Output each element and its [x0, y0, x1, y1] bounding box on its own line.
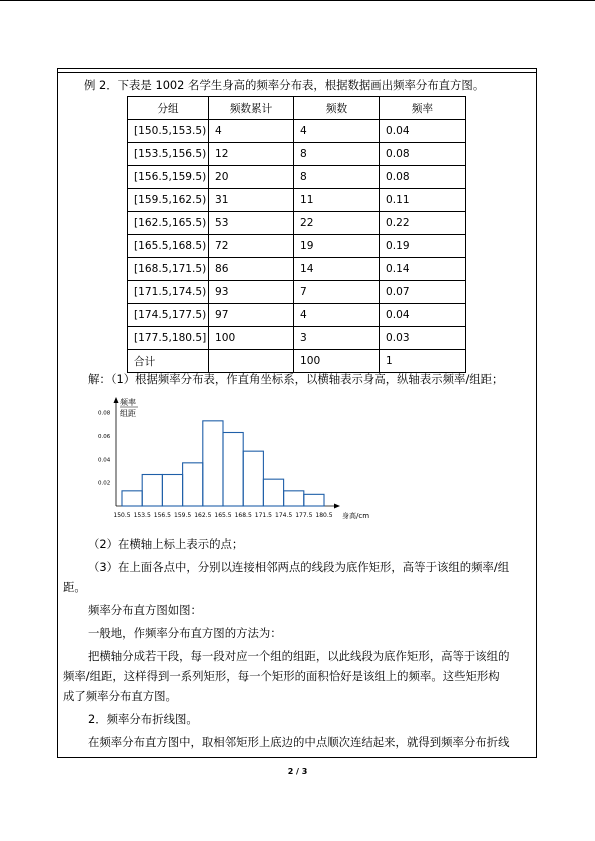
table-cell: 0.08 — [380, 166, 466, 189]
x-tick-label: 153.5 — [133, 512, 151, 519]
histogram-bar-7 — [243, 451, 263, 506]
table-total-row — [128, 350, 466, 373]
histogram-note: 频率分布直方图如图： — [88, 603, 202, 617]
table-cell: 20 — [209, 166, 294, 189]
section-2-text: 在频率分布直方图中，取相邻矩形上底边的中点顺次连结起来，就得到频率分布折线 — [88, 735, 510, 749]
histogram-bar-2 — [142, 475, 162, 507]
x-axis-arrow — [334, 504, 340, 509]
x-tick-label: 177.5 — [295, 512, 313, 519]
table-cell: 14 — [294, 258, 380, 281]
table-cell: 0.03 — [380, 327, 466, 350]
table-cell: 0.07 — [380, 281, 466, 304]
table-cell: [177.5,180.5] — [128, 327, 209, 350]
table-cell: [162.5,165.5) — [128, 212, 209, 235]
general-method-intro: 一般地，作频率分布直方图的方法为： — [88, 626, 282, 640]
x-axis-label: 身高/cm — [342, 512, 370, 520]
page-number: 2 / 3 — [287, 767, 308, 776]
x-tick-label: 162.5 — [194, 512, 212, 519]
table-cell: 1 — [380, 350, 466, 373]
table-cell: 7 — [294, 281, 380, 304]
table-cell: 97 — [209, 304, 294, 327]
solution-step-2: （2）在横轴上标上表示的点； — [88, 537, 244, 551]
table-cell: [174.5,177.5) — [128, 304, 209, 327]
table-cell: 0.04 — [380, 120, 466, 143]
table-cell: 8 — [294, 143, 380, 166]
header-frequency: 频数 — [294, 97, 380, 120]
table-cell: 4 — [294, 304, 380, 327]
solution-step-1: 解：（1）根据频率分布表，作直角坐标系，以横轴表示身高，纵轴表示频率/组距； — [88, 372, 504, 386]
table-cell: 93 — [209, 281, 294, 304]
x-tick-label: 159.5 — [174, 512, 192, 519]
table-cell: 0.04 — [380, 304, 466, 327]
table-row — [128, 212, 466, 235]
histogram-bar-9 — [284, 491, 304, 506]
table-row — [128, 281, 466, 304]
table-cell: 100 — [294, 350, 380, 373]
table-cell: 86 — [209, 258, 294, 281]
table-cell: [168.5,171.5) — [128, 258, 209, 281]
table-cell: 合计 — [128, 350, 209, 373]
method-line-1: 把横轴分成若干段，每一段对应一个组的组距，以此线段为底作矩形，高等于该组的 — [88, 649, 510, 663]
table-cell: 0.14 — [380, 258, 466, 281]
x-tick-label: 156.5 — [153, 512, 171, 519]
table-cell: 31 — [209, 189, 294, 212]
x-tick-label: 171.5 — [254, 512, 272, 519]
table-cell: 0.19 — [380, 235, 466, 258]
table-cell: 72 — [209, 235, 294, 258]
table-row — [128, 120, 466, 143]
solution-step-3-line-2: 距。 — [63, 580, 86, 594]
histogram-bar-5 — [203, 421, 223, 506]
histogram-bar-8 — [263, 479, 283, 506]
table-cell: [165.5,168.5) — [128, 235, 209, 258]
y-axis-arrow — [114, 397, 119, 403]
frequency-table — [127, 96, 466, 373]
solution-step-3-line-1: （3）在上面各点中，分别以连接相邻两点的线段为底作矩形，高等于该组的频率/组 — [88, 560, 510, 574]
method-line-3: 成了频率分布直方图。 — [63, 689, 177, 703]
table-cell: [159.5,162.5) — [128, 189, 209, 212]
histogram-axes — [114, 397, 370, 520]
table-cell: 0.22 — [380, 212, 466, 235]
table-cell: [153.5,156.5) — [128, 143, 209, 166]
frequency-histogram — [98, 395, 380, 523]
histogram-bar-10 — [304, 494, 324, 506]
table-cell: 19 — [294, 235, 380, 258]
x-tick-label: 174.5 — [275, 512, 293, 519]
histogram-bar-1 — [122, 491, 142, 506]
table-cell: 22 — [294, 212, 380, 235]
x-tick-label: 180.5 — [315, 512, 333, 519]
histogram-bar-3 — [162, 475, 182, 507]
y-tick-label: 0.02 — [98, 480, 111, 487]
y-tick-label: 0.04 — [98, 457, 111, 464]
table-cell: 100 — [209, 327, 294, 350]
header-cumulative: 频数累计 — [209, 97, 294, 120]
table-cell: 0.11 — [380, 189, 466, 212]
table-header-row — [128, 97, 466, 120]
table-cell: 8 — [294, 166, 380, 189]
example-intro: 例 2．下表是 1002 名学生身高的频率分布表，根据数据画出频率分布直方图。 — [84, 78, 485, 92]
table-cell: [150.5,153.5) — [128, 120, 209, 143]
table-cell: [171.5,174.5) — [128, 281, 209, 304]
table-row — [128, 327, 466, 350]
table-cell: 53 — [209, 212, 294, 235]
table-cell: 4 — [209, 120, 294, 143]
table-row — [128, 235, 466, 258]
table-row — [128, 258, 466, 281]
table-row — [128, 166, 466, 189]
table-cell: 0.08 — [380, 143, 466, 166]
header-group: 分组 — [128, 97, 209, 120]
table-cell: 4 — [294, 120, 380, 143]
x-tick-label: 165.5 — [214, 512, 232, 519]
y-label-bottom: 组距 — [120, 409, 136, 418]
table-cell: 12 — [209, 143, 294, 166]
table-row — [128, 143, 466, 166]
table-row — [128, 304, 466, 327]
x-tick-label: 150.5 — [113, 512, 131, 519]
x-ticks — [113, 512, 332, 519]
header-rate: 频率 — [380, 97, 466, 120]
y-label-top: 频率 — [120, 398, 136, 407]
table-cell: [156.5,159.5) — [128, 166, 209, 189]
section-2-title: 2．频率分布折线图。 — [88, 712, 198, 726]
header-rule — [0, 0, 595, 1]
histogram-bar-4 — [183, 463, 203, 506]
histogram-bar-6 — [223, 433, 243, 507]
y-tick-label: 0.06 — [98, 434, 111, 440]
table-cell: 11 — [294, 189, 380, 212]
table-cell: 3 — [294, 327, 380, 350]
method-line-2: 频率/组距，这样得到一系列矩形，每一个矩形的面积恰好是该组上的频率。这些矩形构 — [63, 669, 500, 683]
x-tick-label: 168.5 — [234, 512, 252, 519]
table-row — [128, 189, 466, 212]
frame-divider — [57, 72, 537, 73]
histogram-bars — [122, 421, 324, 506]
table-cell — [209, 350, 294, 373]
y-tick-label: 0.08 — [98, 410, 111, 417]
